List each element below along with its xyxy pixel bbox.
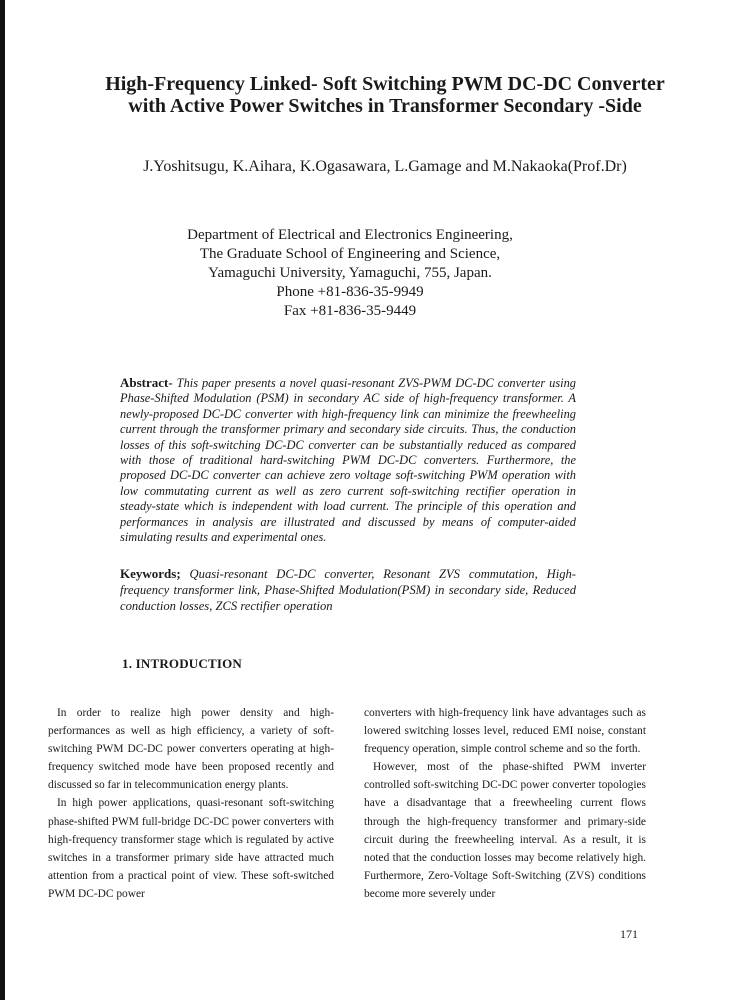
left-column-paragraph-2: In high power applications, quasi-resonant soft-switching phase-shifted PWM full-bridge DC-DC power converters with high-frequency transformer stage which is regulated by active switches in a transformer primary side have attracted much attention from a practical point of view. These soft-switched PWM DC-DC power (48, 797, 334, 900)
keywords-text: Quasi-resonant DC-DC converter, Resonant ZVS commutation, High-frequency transformer link, Phase-Shifted Modulation(PSM) in secondary side, Reduced conduction losses, ZCS rectifier operation (120, 567, 576, 613)
right-column (364, 704, 646, 903)
paper-title-line-2: with Active Power Switches in Transformer Secondary -Side (128, 95, 642, 117)
affiliation-phone: Phone +81-836-35-9949 (276, 284, 424, 300)
affiliation-university: Yamaguchi University, Yamaguchi, 755, Japan. (208, 265, 492, 281)
left-column (48, 704, 334, 903)
scan-page-edge (0, 0, 5, 1000)
section-heading-introduction: 1. INTRODUCTION (122, 656, 243, 671)
right-column-paragraph-2: However, most of the phase-shifted PWM inverter controlled soft-switching DC-DC power converter topologies have a disadvantage that a freewheeling current flows through the high-frequency transformer and primary-side circuit during the freewheeling interval. As a result, it is noted that the conduction losses may become relatively high. Furthermore, Zero-Voltage Soft-Switching (ZVS) conditions become more severely under (364, 761, 646, 900)
page-number: 171 (620, 927, 638, 941)
right-column-paragraph-1: converters with high-frequency link have advantages such as lowered switching losses level, reduced EMI noise, constant frequency operation, simple control scheme and so the forth. (364, 707, 646, 756)
paper-title (40, 73, 730, 117)
abstract (120, 375, 576, 545)
abstract-label: Abstract- (120, 375, 173, 390)
affiliation-block (150, 226, 550, 321)
abstract-text: This paper presents a novel quasi-resonant ZVS-PWM DC-DC converter using Phase-Shifted Modulation (PSM) in secondary AC side of high-frequency transformer. A newly-proposed DC-DC converter with high-frequency link can minimize the freewheeling current through the transformer primary and secondary side circuits. Thus, the conduction losses of this soft-switching DC-DC converter can be substantially reduced as compared with those of traditional hard-switching PWM DC-DC converters. Furthermore, the proposed DC-DC converter can achieve zero voltage soft-switching PWM operation with low commutating current as well as zero current soft-switching rectifier operation in steady-state which is independent with load current. The principle of this operation and performances in analysis are illustrated and discussed by means of computer-aided simulating results and experimental ones. (120, 376, 576, 545)
keywords-label: Keywords; (120, 566, 181, 581)
keywords (120, 566, 576, 614)
left-column-paragraph-1: In order to realize high power density and high-performances as well as high efficiency, a variety of soft-switching PWM DC-DC power converters operating at high-frequency switched mode have been proposed recently and discussed so far in telecommunication energy plants. (48, 707, 334, 792)
affiliation-fax: Fax +81-836-35-9449 (283, 303, 417, 319)
author-list: J.Yoshitsugu, K.Aihara, K.Ogasawara, L.Gamage and M.Nakaoka(Prof.Dr) (143, 158, 627, 175)
affiliation-department: Department of Electrical and Electronics Engineering, (187, 227, 513, 243)
paper-title-line-1: High-Frequency Linked- Soft Switching PWM DC-DC Converter (105, 73, 665, 95)
affiliation-school: The Graduate School of Engineering and Science, (199, 246, 501, 262)
